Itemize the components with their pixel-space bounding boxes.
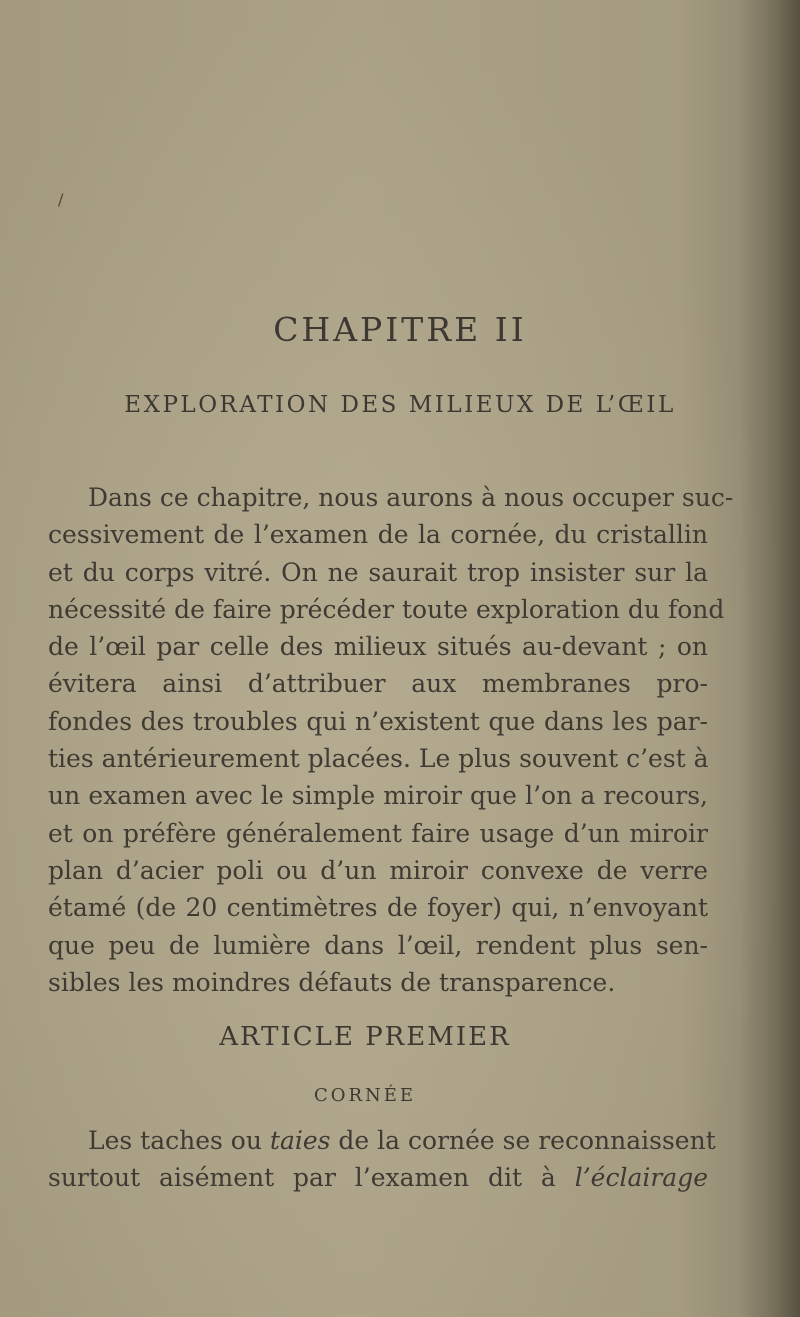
stray-mark: / bbox=[58, 190, 64, 209]
text-line: que peu de lumière dans l’œil, rendent plus sen- bbox=[48, 930, 708, 960]
text-run: surtout aisément par l’examen dit à bbox=[48, 1163, 575, 1193]
paragraph-intro bbox=[48, 479, 734, 1001]
text-run: de la cornée se reconnaissent bbox=[330, 1126, 716, 1155]
text-line: étamé (de 20 centimètres de foyer) qui, n’envoyant bbox=[48, 893, 708, 923]
paragraph-cornee bbox=[48, 1122, 716, 1197]
text-line: nécessité de faire précéder toute exploration du fond bbox=[48, 594, 725, 624]
text-line bbox=[48, 1159, 708, 1196]
chapter-title: CHAPITRE II bbox=[273, 310, 527, 349]
text-line: fondes des troubles qui n’existent que dans les par- bbox=[48, 706, 708, 736]
text-line: ties antérieurement placées. Le plus souvent c’est à bbox=[48, 744, 709, 774]
article-title: ARTICLE PREMIER bbox=[219, 1022, 511, 1052]
page-edge-shadow bbox=[740, 0, 800, 1317]
text-line: cessivement de l’examen de la cornée, du cristallin bbox=[48, 520, 708, 550]
text-line: Dans ce chapitre, nous aurons à nous occuper suc- bbox=[88, 483, 734, 512]
text-line: plan d’acier poli ou d’un miroir convexe de verre bbox=[48, 855, 708, 885]
text-line: et on préfère généralement faire usage d’un miroir bbox=[48, 818, 708, 848]
text-line: de l’œil par celle des milieux situés au-devant ; on bbox=[48, 632, 708, 662]
chapter-subtitle: EXPLORATION DES MILIEUX DE L’ŒIL bbox=[124, 392, 676, 418]
text-run: Les taches ou bbox=[88, 1126, 270, 1155]
text-line: sibles les moindres défauts de transparence. bbox=[48, 967, 616, 997]
text-line: évitera ainsi d’attribuer aux membranes pro- bbox=[48, 669, 708, 699]
text-line: un examen avec le simple miroir que l’on a recours, bbox=[48, 781, 708, 811]
italic-term: taies bbox=[269, 1126, 331, 1155]
text-line bbox=[48, 1122, 716, 1159]
text-line: et du corps vitré. On ne saurait trop insister sur la bbox=[48, 557, 708, 587]
article-subtitle: CORNÉE bbox=[313, 1085, 417, 1106]
italic-term: l’éclairage bbox=[574, 1163, 708, 1193]
